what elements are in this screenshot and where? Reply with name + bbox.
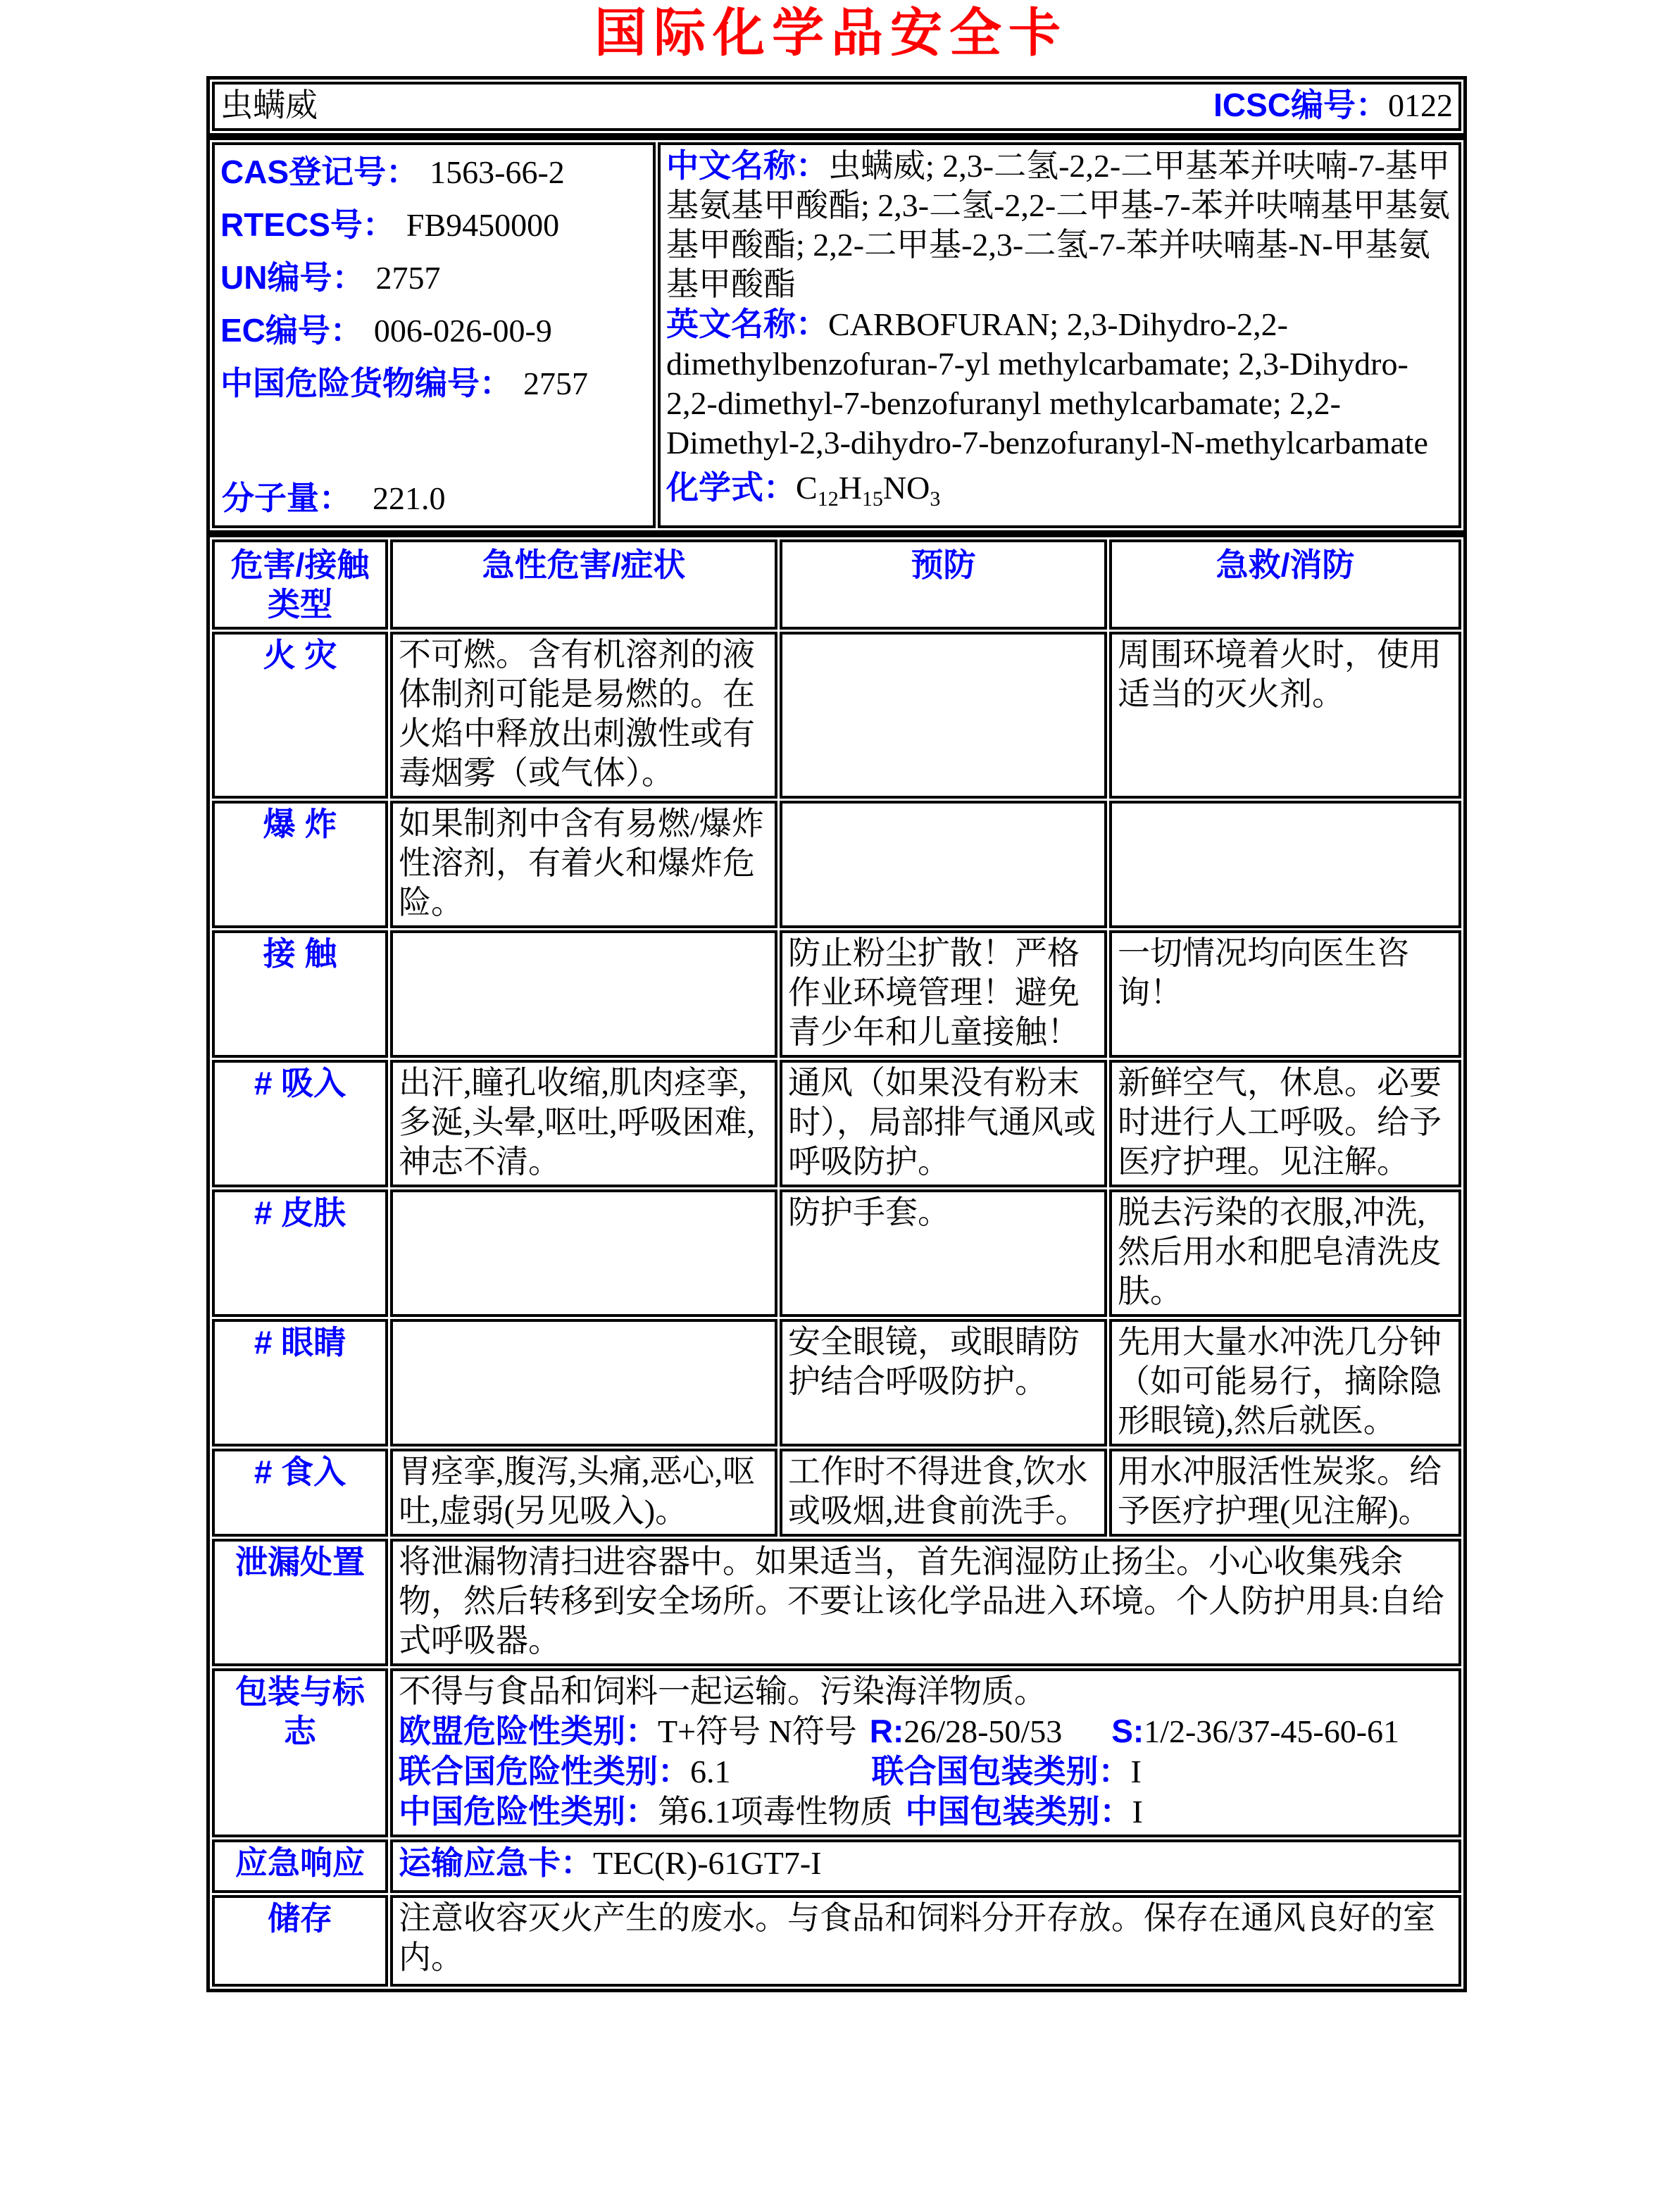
icsc-card <box>206 76 1467 1992</box>
cn-packing-group-label: 中国包装类别： <box>905 1793 1132 1830</box>
symptoms-cell <box>390 930 777 1058</box>
packaging-title-cell: 包装与标志 <box>212 1668 388 1837</box>
first-aid-cell: 先用大量水冲洗几分钟（如可能易行，摘除隐形眼镜),然后就医。 <box>1109 1319 1461 1446</box>
row-type-cell: # 皮肤 <box>212 1189 388 1317</box>
ec-number-value: 006-026-00-9 <box>373 313 552 349</box>
prevention-cell: 安全眼镜，或眼睛防护结合呼吸防护。 <box>780 1319 1107 1446</box>
r-phrases-label: R: <box>869 1713 904 1750</box>
transport-emergency-card-label: 运输应急卡： <box>399 1844 593 1882</box>
spill-text-cell: 将泄漏物清扫进容器中。如果适当，首先润湿防止扬尘。小心收集残余物，然后转移到安全场所。不要让该化学品进入环境。个人防护用具:自给式呼吸器。 <box>390 1539 1461 1666</box>
symptoms-cell: 不可燃。含有机溶剂的液体制剂可能是易燃的。在火焰中释放出刺激性或有毒烟雾（或气体）。 <box>390 632 777 799</box>
row-type-cell: # 食入 <box>212 1449 388 1537</box>
identification-table <box>206 137 1467 534</box>
rtecs-label: RTECS号： <box>220 206 395 243</box>
r-phrases-value: 26/28-50/53 <box>904 1713 1063 1750</box>
hazard-row-skin <box>212 1189 1461 1317</box>
hazard-row-exposure <box>212 930 1461 1058</box>
cas-value: 1563-66-2 <box>430 154 565 190</box>
first-aid-cell: 一切情况均向医生咨询！ <box>1109 930 1461 1058</box>
prevention-cell: 防止粉尘扩散！严格作业环境管理！避免青少年和儿童接触！ <box>780 930 1107 1058</box>
col-header-first-aid: 急救/消防 <box>1109 539 1461 630</box>
page-title: 国际化学品安全卡 <box>594 4 1068 62</box>
col-header-hazard-type: 危害/接触类型 <box>212 539 388 630</box>
icsc-number: 0122 <box>1388 87 1453 123</box>
prevention-cell: 工作时不得进食,饮水或吸烟,进食前洗手。 <box>780 1449 1107 1537</box>
row-type-cell: 接 触 <box>212 930 388 1058</box>
cn-dangerous-goods-label: 中国危险货物编号： <box>220 365 512 401</box>
hazard-row-eyes <box>212 1319 1461 1446</box>
row-type-cell: 爆 炸 <box>212 801 388 928</box>
packaging-content-cell <box>390 1668 1461 1837</box>
cn-packing-group-value: I <box>1132 1794 1143 1830</box>
first-aid-cell: 新鲜空气，休息。必要时进行人工呼吸。给予医疗护理。见注解。 <box>1109 1060 1461 1187</box>
identification-row <box>212 142 1461 528</box>
registry-line <box>220 304 647 357</box>
un-hazard-class-value: 6.1 <box>690 1754 731 1790</box>
un-number-value: 2757 <box>375 260 441 296</box>
storage-row <box>212 1895 1461 1987</box>
icsc-number-group <box>1213 85 1453 125</box>
english-name-paragraph <box>666 304 1453 463</box>
card-header-cell <box>212 82 1461 131</box>
substance-name: 虫螨威 <box>220 87 318 123</box>
row-type-cell: # 眼睛 <box>212 1319 388 1446</box>
spill-row <box>212 1539 1461 1666</box>
un-hazard-class-label: 联合国危险性类别： <box>399 1753 690 1790</box>
eu-classification-line <box>399 1711 1453 1751</box>
hazard-table <box>206 534 1467 1992</box>
row-type-cell: # 吸入 <box>212 1060 388 1187</box>
eu-class-label: 欧盟危险性类别： <box>399 1713 658 1750</box>
cn-dangerous-goods-value: 2757 <box>523 365 588 401</box>
un-classification-line <box>399 1751 1453 1792</box>
transport-emergency-card-value: TEC(R)-61GT7-I <box>593 1845 822 1882</box>
molecular-weight-value: 221.0 <box>373 480 446 517</box>
col-header-symptoms: 急性危害/症状 <box>390 539 777 630</box>
names-cell <box>658 142 1461 528</box>
symptoms-cell: 如果制剂中含有易燃/爆炸性溶剂，有着火和爆炸危险。 <box>390 801 777 928</box>
registry-line <box>220 251 647 304</box>
prevention-cell <box>780 801 1107 928</box>
hazard-row-explosion <box>212 801 1461 928</box>
storage-text-cell: 注意收容灭火产生的废水。与食品和饲料分开存放。保存在通风良好的室内。 <box>390 1895 1461 1987</box>
emergency-row <box>212 1839 1461 1893</box>
registry-line <box>220 357 647 410</box>
first-aid-cell <box>1109 801 1461 928</box>
chinese-name-label: 中文名称： <box>666 147 828 184</box>
registry-line <box>220 146 647 199</box>
molecular-weight-line <box>222 477 446 520</box>
formula-line <box>666 464 1453 523</box>
formula-label: 化学式： <box>666 469 796 506</box>
chinese-name-text: 虫螨威; 2,3-二氢-2,2-二甲基苯并呋喃-7-基甲基氨基甲酸酯; 2,3-二氢-2,2-二甲基-7-苯并呋喃基甲基氨基甲酸酯; 2,2-二甲基-2,3-二氢-7-苯并呋喃基-N-甲基氨基甲酸酯 <box>666 148 1450 302</box>
symptoms-cell: 胃痉挛,腹泻,头痛,恶心,呕吐,虚弱(另见吸入)。 <box>390 1449 777 1537</box>
row-type-cell: 火 灾 <box>212 632 388 799</box>
registry-line <box>220 199 647 251</box>
col-header-prevention: 预防 <box>780 539 1107 630</box>
prevention-cell <box>780 632 1107 799</box>
cn-hazard-class-value: 第6.1项毒性物质 <box>658 1794 893 1830</box>
english-name-text: CARBOFURAN; 2,3-Dihydro-2,2-dimethylbenzofuran-7-yl methylcarbamate; 2,3-Dihydro-2,2-dimethyl-7-benzofuranyl methylcarbamate; 2,2-Dimethyl-2,3-dihydro-7-benzofuranyl-N-methylcarbamate <box>666 306 1428 461</box>
first-aid-cell: 脱去污染的衣服,冲洗,然后用水和肥皂清洗皮肤。 <box>1109 1189 1461 1317</box>
cn-hazard-class-label: 中国危险性类别： <box>399 1793 658 1830</box>
hazard-row-inhalation <box>212 1060 1461 1187</box>
english-name-label: 英文名称： <box>666 306 828 342</box>
cn-classification-line <box>399 1792 1453 1832</box>
rtecs-value: FB9450000 <box>406 207 560 243</box>
storage-title-cell: 储存 <box>212 1895 388 1987</box>
symptoms-cell <box>390 1319 777 1446</box>
eu-class-symbols: T+符号 N符号 <box>658 1713 857 1750</box>
first-aid-cell: 用水冲服活性炭浆。给予医疗护理(见注解)。 <box>1109 1449 1461 1537</box>
hazard-row-ingestion <box>212 1449 1461 1537</box>
registry-numbers-cell <box>212 142 656 528</box>
icsc-label: ICSC编号： <box>1213 87 1388 123</box>
spill-title-cell: 泄漏处置 <box>212 1539 388 1666</box>
un-packing-group-label: 联合国包装类别： <box>871 1753 1131 1790</box>
molecular-weight-label: 分子量： <box>222 480 351 517</box>
s-phrases-value: 1/2-36/37-45-60-61 <box>1144 1713 1400 1750</box>
card-header-row <box>212 82 1461 131</box>
prevention-cell: 通风（如果没有粉末时），局部排气通风或呼吸防护。 <box>780 1060 1107 1187</box>
hazard-row-fire <box>212 632 1461 799</box>
packaging-row <box>212 1668 1461 1837</box>
emergency-title-cell: 应急响应 <box>212 1839 388 1893</box>
symptoms-cell <box>390 1189 777 1317</box>
ec-number-label: EC编号： <box>220 312 363 349</box>
emergency-content-cell <box>390 1839 1461 1893</box>
un-packing-group-value: I <box>1130 1754 1142 1790</box>
first-aid-cell: 周围环境着火时，使用适当的灭火剂。 <box>1109 632 1461 799</box>
chinese-name-paragraph <box>666 146 1453 304</box>
card-header-table <box>206 76 1467 137</box>
transport-note: 不得与食品和饲料一起运输。污染海洋物质。 <box>399 1673 1046 1710</box>
un-number-label: UN编号： <box>220 259 365 296</box>
prevention-cell: 防护手套。 <box>780 1189 1107 1317</box>
chemical-formula: $C_{12}H_{15}NO_3$ <box>796 470 941 511</box>
cas-label: CAS登记号： <box>220 154 419 190</box>
hazard-header-row <box>212 539 1461 630</box>
symptoms-cell: 出汗,瞳孔收缩,肌肉痉挛,多涎,头晕,呕吐,呼吸困难,神志不清。 <box>390 1060 777 1187</box>
s-phrases-label: S: <box>1111 1713 1144 1750</box>
